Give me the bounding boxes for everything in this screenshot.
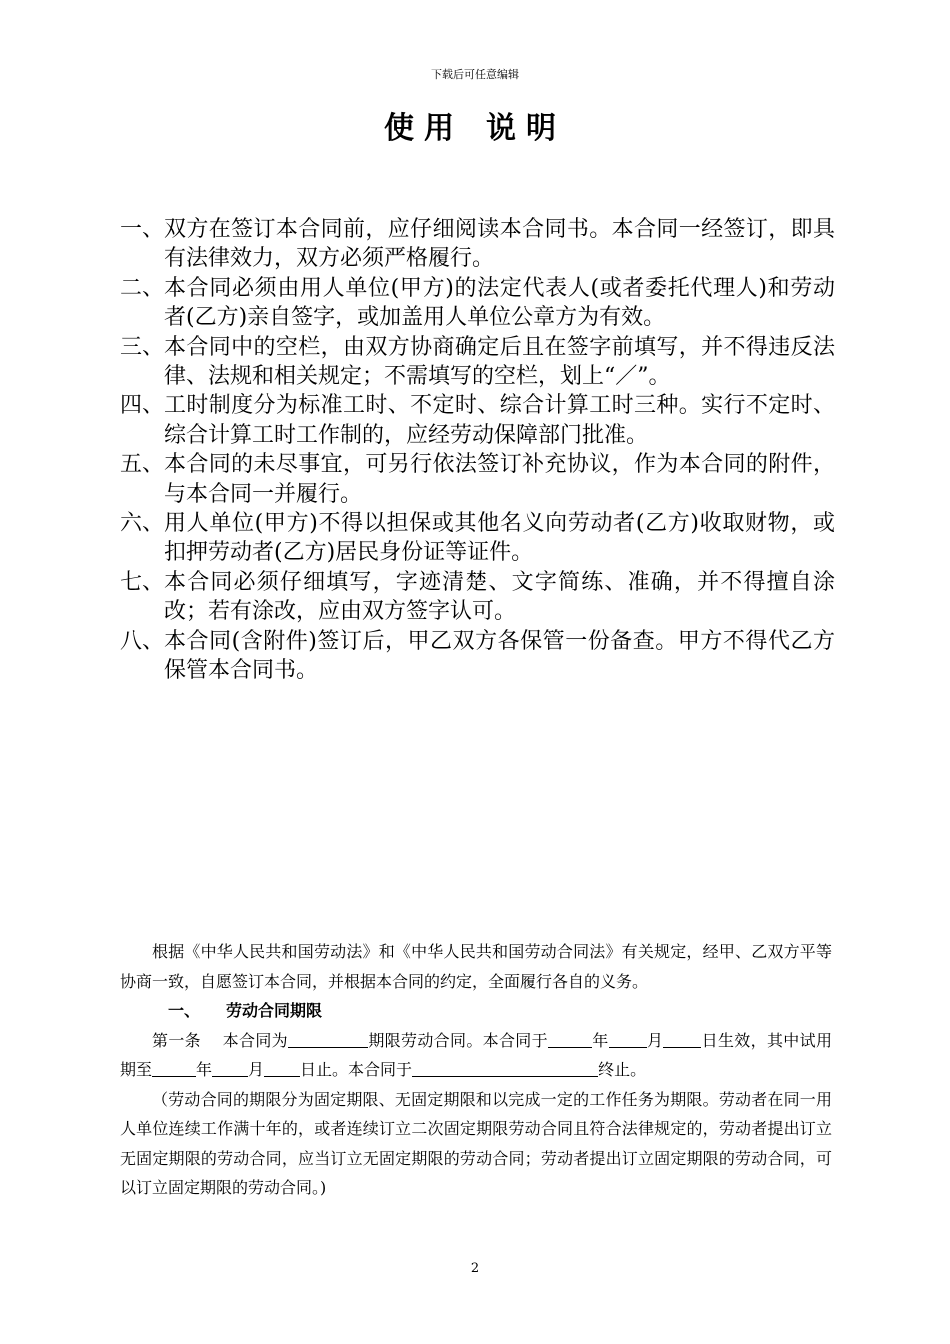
instructions-list bbox=[120, 215, 835, 686]
start-day-blank[interactable] bbox=[663, 1029, 701, 1048]
probation-year-blank[interactable] bbox=[152, 1058, 196, 1077]
instruction-number: 三、 bbox=[120, 334, 165, 360]
instruction-number: 五、 bbox=[120, 452, 165, 478]
month-label: 月 bbox=[248, 1060, 265, 1079]
instruction-text: 本合同中的空栏，由双方协商确定后且在签字前填写，并不得违反法律、法规和相关规定；不需填写的空栏，划上“／”。 bbox=[164, 334, 835, 390]
end-date-blank[interactable] bbox=[412, 1058, 598, 1077]
start-year-blank[interactable] bbox=[548, 1029, 592, 1048]
article-text: 日止。本合同于 bbox=[300, 1060, 413, 1079]
instruction-text: 双方在签订本合同前，应仔细阅读本合同书。本合同一经签订，即具有法律效力，双方必须严格履行。 bbox=[164, 217, 835, 272]
section-number: 一、 bbox=[168, 1001, 201, 1020]
contract-body bbox=[120, 937, 832, 1203]
instruction-text: 用人单位(甲方)不得以担保或其他名义向劳动者(乙方)收取财物，或扣押劳动者(乙方)居民身份证等证件。 bbox=[164, 511, 835, 566]
article-text: 期限劳动合同。本合同于 bbox=[368, 1030, 548, 1050]
page-number: 2 bbox=[470, 1261, 480, 1276]
title-part-1: 使用 bbox=[384, 111, 464, 146]
header-note: 下载后可任意编辑 bbox=[431, 68, 519, 81]
instruction-item bbox=[120, 274, 835, 333]
instruction-text: 本合同必须由用人单位(甲方)的法定代表人(或者委托代理人)和劳动者(乙方)亲自签字，或加盖用人单位公章方为有效。 bbox=[164, 275, 835, 331]
article-text: 日生效，其中试用期至 bbox=[120, 1030, 832, 1079]
instruction-number: 七、 bbox=[120, 569, 165, 595]
instruction-item bbox=[120, 627, 835, 686]
term-note: （劳动合同的期限分为固定期限、无固定期限和以完成一定的工作任务为期限。劳动者在同一用人单位连续工作满十年的，或者连续订立二次固定期限劳动合同且符合法律规定的，劳动者提出订立无固定期限的劳动合同，应当订立无固定期限的劳动合同；劳动者提出订立固定期限的劳动合同，可以订立固定期限的劳动合同。) bbox=[120, 1089, 832, 1197]
preamble-paragraph: 根据《中华人民共和国劳动法》和《中华人民共和国劳动合同法》有关规定，经甲、乙双方平等协商一致，自愿签订本合同，并根据本合同的约定，全面履行各自的义务。 bbox=[120, 942, 832, 991]
instruction-number: 四、 bbox=[120, 393, 165, 419]
article-text: 本合同为 bbox=[222, 1030, 288, 1050]
probation-day-blank[interactable] bbox=[264, 1058, 300, 1077]
instruction-number: 六、 bbox=[120, 511, 165, 537]
instruction-number: 一、 bbox=[120, 217, 165, 242]
year-label: 年 bbox=[591, 1030, 609, 1050]
article-label: 第一条 bbox=[152, 1030, 201, 1050]
article-text: 终止。 bbox=[598, 1060, 647, 1079]
instruction-item bbox=[120, 450, 835, 509]
instruction-text: 本合同的未尽事宜，可另行依法签订补充协议，作为本合同的附件，与本合同一并履行。 bbox=[164, 452, 835, 507]
instruction-text: 本合同必须仔细填写，字迹清楚、文字简练、准确，并不得擅自涂改；若有涂改，应由双方签字认可。 bbox=[164, 569, 835, 625]
instruction-number: 二、 bbox=[120, 275, 165, 301]
section-heading bbox=[120, 996, 832, 1026]
title-part-2: 说明 bbox=[486, 111, 566, 146]
page-title bbox=[0, 103, 950, 147]
start-month-blank[interactable] bbox=[609, 1029, 647, 1048]
instruction-text: 工时制度分为标准工时、不定时、综合计算工时三种。实行不定时、综合计算工时工作制的，应经劳动保障部门批准。 bbox=[164, 393, 835, 448]
probation-month-blank[interactable] bbox=[212, 1058, 248, 1077]
instruction-number: 八、 bbox=[120, 628, 165, 654]
section-title: 劳动合同期限 bbox=[226, 1001, 323, 1020]
instruction-item bbox=[120, 391, 835, 450]
instruction-item bbox=[120, 215, 835, 274]
instruction-text: 本合同(含附件)签订后，甲乙双方各保管一份备查。甲方不得代乙方保管本合同书。 bbox=[164, 628, 835, 684]
article-one bbox=[120, 1026, 832, 1085]
instruction-item bbox=[120, 509, 835, 568]
instruction-item bbox=[120, 568, 835, 627]
instruction-item bbox=[120, 333, 835, 392]
month-label: 月 bbox=[646, 1030, 664, 1050]
contract-type-blank[interactable] bbox=[288, 1029, 368, 1048]
year-label: 年 bbox=[196, 1060, 213, 1079]
